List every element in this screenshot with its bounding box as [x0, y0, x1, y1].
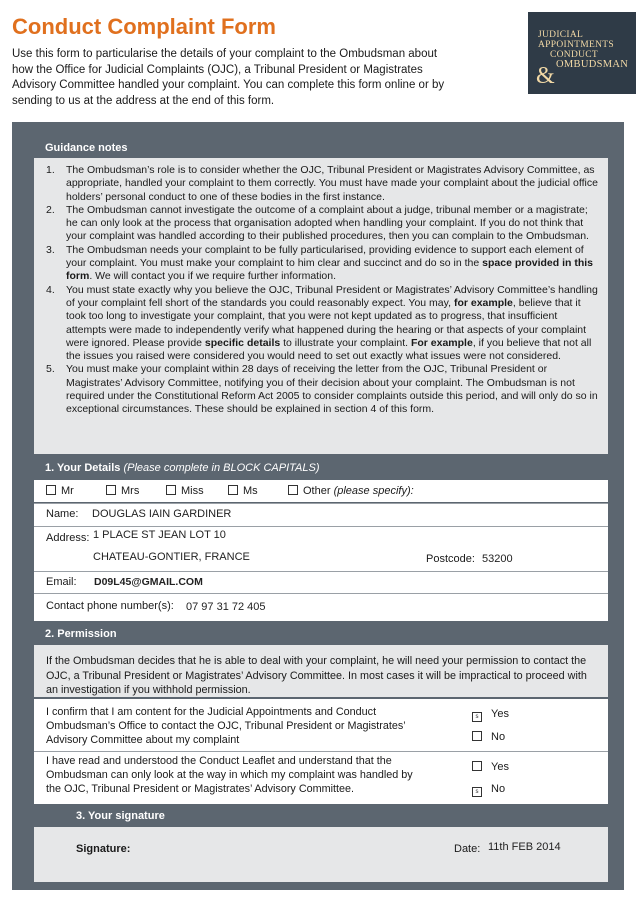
- permission-text: If the Ombudsman decides that he is able to deal with your complaint, he will need your permission to contact the OJC, a Tribunal President or Magistrates’ Advisory Committee. In most cases it will be impractical to proceed with an investigation if you withhold permission.: [34, 645, 608, 697]
- guidance-item: [46, 244, 598, 284]
- checkbox[interactable]: [228, 485, 238, 495]
- email-value[interactable]: D09L45@GMAIL.COM: [94, 576, 203, 588]
- guidance-notes: [34, 158, 608, 454]
- address-label: Address:: [46, 532, 90, 544]
- checkbox[interactable]: [472, 761, 482, 771]
- details-heading: [34, 458, 608, 478]
- logo-line-appointments: APPOINTMENTS: [538, 40, 614, 50]
- q1-no-option[interactable]: No: [472, 731, 505, 743]
- guidance-item-number: 5.: [46, 363, 55, 376]
- title-option-mrs[interactable]: Mrs: [106, 480, 139, 502]
- checkbox-checked[interactable]: s: [472, 712, 482, 722]
- logo-line-ombudsman: OMBUDSMAN: [556, 59, 629, 70]
- name-row: [34, 504, 608, 526]
- guidance-item-text: The Ombudsman cannot investigate the outcome of a complaint about a judge, tribunal member or a magistrate; he can only look at the process that organisation adopted when handling your complaint. If you do not think that your complaint was handled according to their published procedures, then you can complain to the Ombudsman.: [66, 203, 589, 243]
- permission-question-1: [34, 699, 608, 751]
- guidance-item-number: 2.: [46, 203, 55, 216]
- postcode-label: Postcode:: [426, 553, 475, 565]
- guidance-heading: Guidance notes: [34, 138, 608, 158]
- date-value[interactable]: 11th FEB 2014: [488, 841, 561, 853]
- phone-row: [34, 594, 608, 621]
- guidance-item: [46, 164, 598, 204]
- guidance-item-text: The Ombudsman needs your complaint to be fully particularised, providing evidence to support each element of your complaint. You must make your complaint to him clear and succinct and do so in the space provided in this form. We will contact you if we require further information.: [66, 243, 594, 283]
- q1-yes-option[interactable]: s Yes: [472, 708, 509, 722]
- permission-question-2: [34, 752, 608, 804]
- signature-label: Signature:: [76, 843, 131, 855]
- email-label: Email:: [46, 576, 77, 588]
- guidance-list: [34, 158, 608, 417]
- form-title: Conduct Complaint Form: [12, 14, 276, 39]
- logo-ampersand: &: [536, 63, 555, 89]
- logo-line-judicial: JUDICIAL: [538, 30, 584, 40]
- signature-area: [34, 827, 608, 882]
- signature-heading: 3. Your signature: [34, 806, 608, 826]
- guidance-item-number: 4.: [46, 283, 55, 296]
- phone-value[interactable]: 07 97 31 72 405: [186, 601, 266, 613]
- guidance-item-number: 3.: [46, 243, 55, 256]
- checkbox[interactable]: [46, 485, 56, 495]
- question-1-text: I confirm that I am content for the Judicial Appointments and Conduct Ombudsman’s Office to contact the OJC, Tribunal President or Magistrates’ Advisory Committee about my complaint: [46, 706, 406, 747]
- checkbox[interactable]: [288, 485, 298, 495]
- title-option-miss[interactable]: Miss: [166, 480, 204, 502]
- ombudsman-logo: [528, 12, 636, 94]
- q2-no-option[interactable]: s No: [472, 783, 505, 797]
- address-line-2[interactable]: CHATEAU-GONTIER, FRANCE: [93, 551, 250, 563]
- address-line-1[interactable]: 1 PLACE ST JEAN LOT 10: [93, 529, 226, 541]
- intro-text: Use this form to particularise the details of your complaint to the Ombudsman about how the Office for Judicial Complaints (OJC), a Tribunal President or Magistrates Advisory Committee handled your complaint. You can complete this form online or by sending to us at the address at the end of this form.: [12, 48, 445, 107]
- details-heading-title: 1. Your Details: [45, 462, 121, 474]
- title-option-ms[interactable]: Ms: [228, 480, 258, 502]
- date-label: Date:: [454, 843, 481, 855]
- name-label: Name:: [46, 508, 79, 520]
- guidance-item-text: The Ombudsman’s role is to consider whether the OJC, Tribunal President or Magistrates Advisory Committee, as appropriate, handled your complaint to them correctly. You must have made your complaint about the judicial office holders’ personal conduct to one of these bodies in the first instance.: [66, 164, 598, 203]
- email-row: [34, 572, 608, 593]
- title-options: [34, 480, 608, 502]
- title-option-other[interactable]: Other (please specify):: [288, 480, 414, 502]
- guidance-item: [46, 284, 598, 364]
- q2-yes-option[interactable]: Yes: [472, 761, 509, 773]
- logo-line-conduct: CONDUCT: [550, 50, 599, 60]
- permission-heading: 2. Permission: [34, 624, 608, 644]
- details-heading-note: (Please complete in BLOCK CAPITALS): [123, 462, 320, 474]
- guidance-item-text: You must make your complaint within 28 days of receiving the letter from the OJC, Tribunal President or Magistrates’ Advisory Committee, notifying you of their decision about your complaint. The Ombudsman is not required under the Constitutional Reform Act 2005 to consider complaints outside this period, and will only do so in exceptional circumstances. These should be explained in section 4 of this form.: [66, 363, 598, 416]
- phone-label: Contact phone number(s):: [46, 600, 174, 612]
- postcode-value[interactable]: 53200: [482, 553, 513, 565]
- question-2-text: I have read and understood the Conduct Leaflet and understand that the Ombudsman can only look at the way in which my complaint was handled by the OJC, Tribunal President or Magistrates’ Advisory Committee.: [46, 755, 413, 796]
- address-row: [34, 527, 608, 571]
- checkbox-checked[interactable]: s: [472, 787, 482, 797]
- name-value[interactable]: DOUGLAS IAIN GARDINER: [92, 508, 232, 520]
- guidance-item-number: 1.: [46, 164, 55, 176]
- guidance-item: [46, 204, 598, 244]
- checkbox[interactable]: [166, 485, 176, 495]
- title-option-mr[interactable]: Mr: [46, 480, 74, 502]
- checkbox[interactable]: [472, 731, 482, 741]
- checkbox[interactable]: [106, 485, 116, 495]
- guidance-item-text: You must state exactly why you believe the OJC, Tribunal President or Magistrates’ Advisory Committee’s handling of your complaint fell short of the standards you could reasonably expect. You may, for example, believe that it took too long to investigate your complaint, that you were not kept updated as to progress, that insufficient attempts were made to independently verify what happened during the hearing or that aspects of your complaint were ignored. Please provide specific details to illustrate your complaint. For example, if you believe that not all the issues you raised were considered you would need to set out exactly what issues were not considered.: [66, 283, 598, 363]
- guidance-item: [46, 363, 598, 416]
